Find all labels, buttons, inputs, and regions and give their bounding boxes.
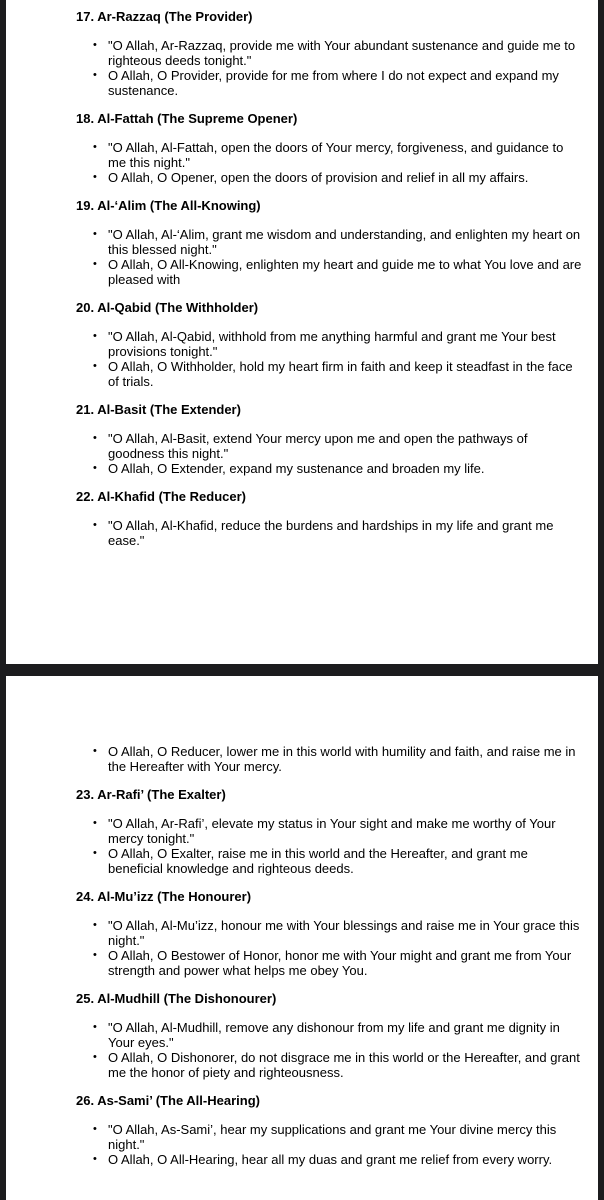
bullet-list — [76, 918, 584, 978]
section-19 — [76, 198, 584, 287]
bullet-item — [76, 1050, 584, 1080]
bullet-dot-icon: • — [93, 360, 97, 372]
section-heading: 17. Ar-Razzaq (The Provider) — [76, 9, 253, 24]
bullet-text: "O Allah, Al-Fattah, open the doors of Your mercy, forgiveness, and guidance to me this night." — [108, 140, 564, 170]
bullet-item — [76, 948, 584, 978]
bullet-text: "O Allah, As-Sami’, hear my supplications and grant me Your divine mercy this night." — [108, 1122, 557, 1152]
bullet-item — [76, 461, 584, 476]
bullet-item — [76, 140, 584, 170]
bullet-item — [76, 816, 584, 846]
bullet-dot-icon: • — [93, 817, 97, 829]
bullet-dot-icon: • — [93, 1153, 97, 1165]
bullet-dot-icon: • — [93, 171, 97, 183]
bullet-dot-icon: • — [93, 228, 97, 240]
bullet-dot-icon: • — [93, 39, 97, 51]
bullet-dot-icon: • — [93, 1123, 97, 1135]
bullet-item — [76, 1020, 584, 1050]
bullet-list — [76, 140, 584, 185]
bullet-dot-icon: • — [93, 1021, 97, 1033]
section-heading: 20. Al-Qabid (The Withholder) — [76, 300, 259, 315]
bullet-text: O Allah, O Bestower of Honor, honor me with Your might and grant me from Your strength and power what helps me obey You. — [108, 948, 572, 978]
section-heading: 22. Al-Khafid (The Reducer) — [76, 489, 246, 504]
section-heading: 25. Al-Mudhill (The Dishonourer) — [76, 991, 277, 1006]
bullet-item — [76, 359, 584, 389]
section-21 — [76, 402, 584, 476]
bullet-text: "O Allah, Al-Mu’izz, honour me with Your blessings and raise me in Your grace this night." — [108, 918, 580, 948]
bullet-dot-icon: • — [93, 519, 97, 531]
bullet-dot-icon: • — [93, 141, 97, 153]
bullet-dot-icon: • — [93, 258, 97, 270]
section-heading: 19. Al-‘Alim (The All-Knowing) — [76, 198, 261, 213]
bullet-item — [76, 744, 584, 774]
bullet-text: O Allah, O Extender, expand my sustenance and broaden my life. — [108, 461, 485, 476]
section-23 — [76, 787, 584, 876]
bullet-text: O Allah, O Withholder, hold my heart firm in faith and keep it steadfast in the face of trials. — [108, 359, 573, 389]
bullet-list — [76, 329, 584, 389]
section-heading: 21. Al-Basit (The Extender) — [76, 402, 241, 417]
bullet-list — [76, 431, 584, 476]
section-heading: 26. As-Sami’ (The All-Hearing) — [76, 1093, 260, 1108]
bullet-item — [76, 227, 584, 257]
bullet-text: O Allah, O Exalter, raise me in this world and the Hereafter, and grant me beneficial knowledge and righteous deeds. — [108, 846, 528, 876]
bullet-item — [76, 518, 584, 548]
bullet-list — [76, 38, 584, 98]
bullet-dot-icon: • — [93, 432, 97, 444]
bullet-item — [76, 918, 584, 948]
bullet-text: "O Allah, Al-‘Alim, grant me wisdom and understanding, and enlighten my heart on this blessed night." — [108, 227, 581, 257]
bullet-text: "O Allah, Ar-Rafi’, elevate my status in Your sight and make me worthy of Your mercy tonight." — [108, 816, 556, 846]
bullet-text: O Allah, O Reducer, lower me in this world with humility and faith, and raise me in the Hereafter with Your mercy. — [108, 744, 576, 774]
section-heading: 24. Al-Mu’izz (The Honourer) — [76, 889, 252, 904]
bullet-item — [76, 1152, 584, 1167]
bullet-text: O Allah, O All-Hearing, hear all my duas and grant me relief from every worry. — [108, 1152, 553, 1167]
section-26 — [76, 1093, 584, 1167]
bullet-list — [76, 816, 584, 876]
bullet-dot-icon: • — [93, 847, 97, 859]
bullet-text: "O Allah, Al-Qabid, withhold from me anything harmful and grant me Your best provisions tonight." — [108, 329, 556, 359]
bullet-dot-icon: • — [93, 1051, 97, 1063]
bullet-item — [76, 170, 584, 185]
bullet-text: O Allah, O Dishonorer, do not disgrace me in this world or the Hereafter, and grant me the honor of piety and righteousness. — [108, 1050, 580, 1080]
bullet-item — [76, 68, 584, 98]
bullet-list — [76, 227, 584, 287]
bullet-text: O Allah, O Provider, provide for me from where I do not expect and expand my sustenance. — [108, 68, 559, 98]
section-24 — [76, 889, 584, 978]
bullet-item — [76, 431, 584, 461]
bullet-item — [76, 1122, 584, 1152]
bullet-list — [76, 518, 584, 548]
section-17 — [76, 9, 584, 98]
document-page-2 — [6, 676, 598, 1200]
section-22 — [76, 489, 584, 548]
bullet-dot-icon: • — [93, 330, 97, 342]
document-page-1 — [6, 0, 598, 664]
bullet-item — [76, 846, 584, 876]
bullet-dot-icon: • — [93, 69, 97, 81]
bullet-text: "O Allah, Al-Khafid, reduce the burdens and hardships in my life and grant me ease." — [108, 518, 554, 548]
bullet-item — [76, 329, 584, 359]
section-heading: 23. Ar-Rafi’ (The Exalter) — [76, 787, 226, 802]
bullet-item — [76, 257, 584, 287]
section-18 — [76, 111, 584, 185]
bullet-text: "O Allah, Ar-Razzaq, provide me with Your abundant sustenance and guide me to righteous deeds tonight." — [108, 38, 576, 68]
bullet-text: O Allah, O All-Knowing, enlighten my heart and guide me to what You love and are pleased with — [108, 257, 582, 287]
section-25 — [76, 991, 584, 1080]
bullet-dot-icon: • — [93, 919, 97, 931]
bullet-list — [76, 744, 584, 774]
bullet-text: O Allah, O Opener, open the doors of provision and relief in all my affairs. — [108, 170, 529, 185]
section-heading: 18. Al-Fattah (The Supreme Opener) — [76, 111, 298, 126]
bullet-text: "O Allah, Al-Basit, extend Your mercy upon me and open the pathways of goodness this night." — [108, 431, 528, 461]
bullet-list — [76, 1020, 584, 1080]
section-20 — [76, 300, 584, 389]
bullet-list — [76, 1122, 584, 1167]
bullet-text: "O Allah, Al-Mudhill, remove any dishonour from my life and grant me dignity in Your eyes." — [108, 1020, 560, 1050]
bullet-dot-icon: • — [93, 745, 97, 757]
bullet-item — [76, 38, 584, 68]
bullet-dot-icon: • — [93, 949, 97, 961]
bullet-dot-icon: • — [93, 462, 97, 474]
